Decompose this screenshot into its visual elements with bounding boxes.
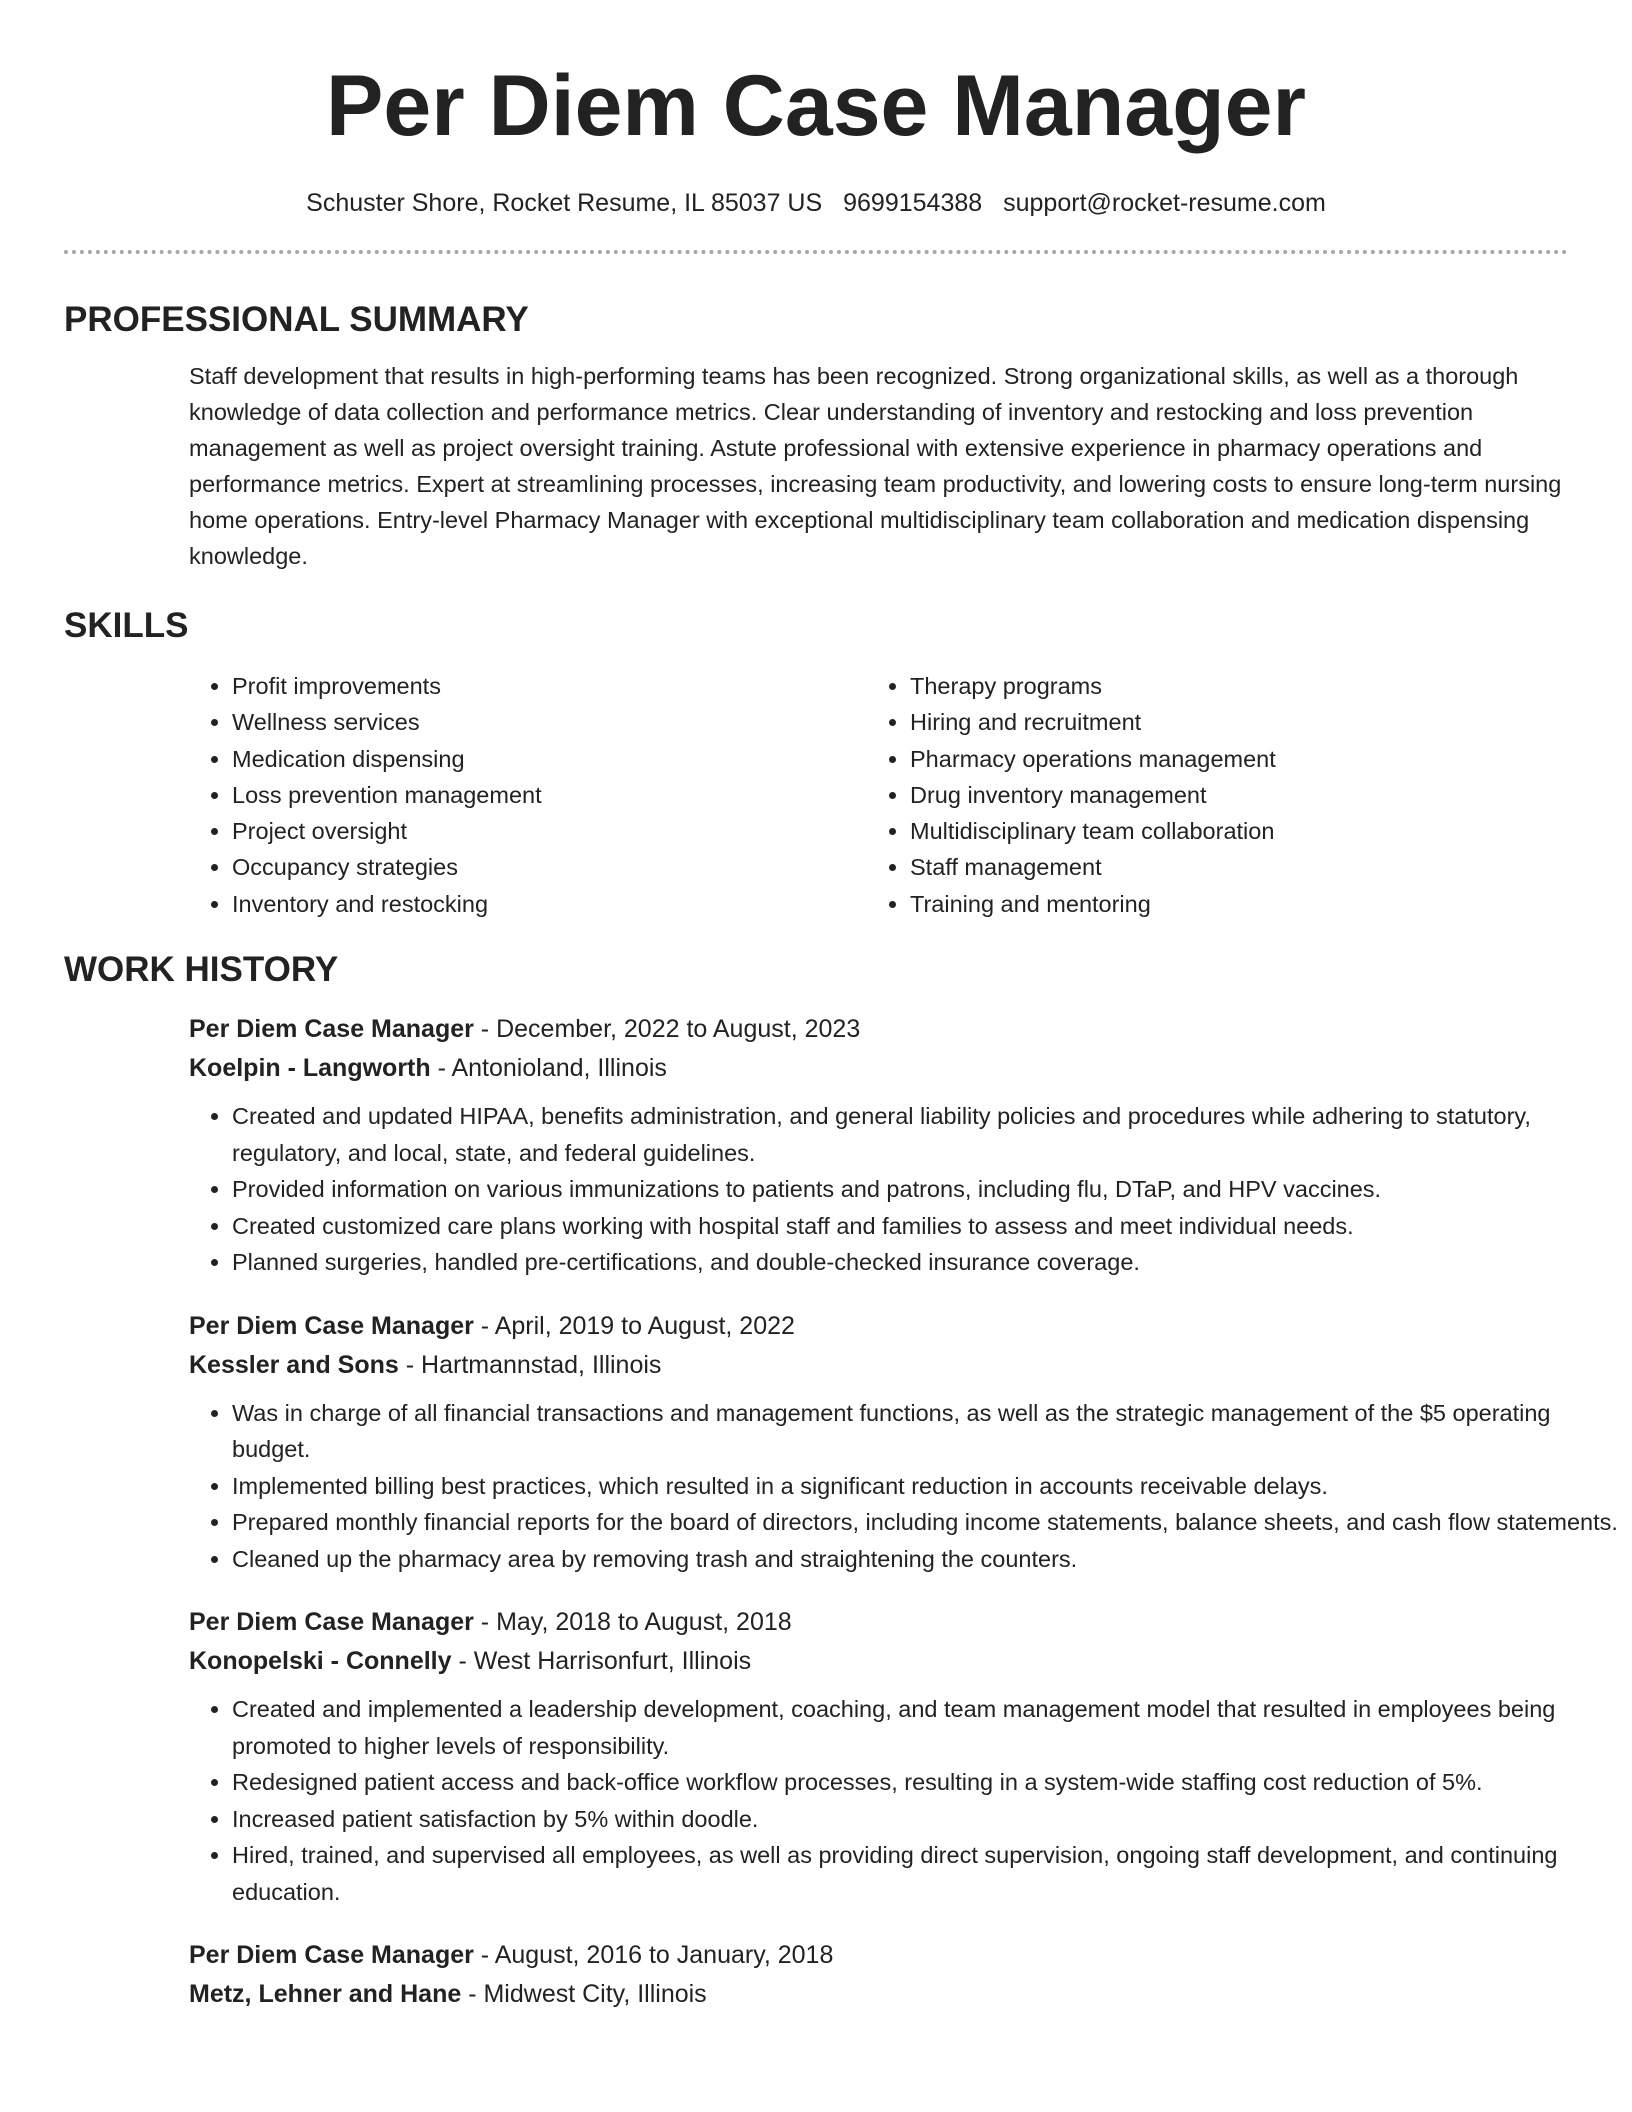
job-company-line bbox=[189, 1642, 1568, 1681]
job-title-line bbox=[189, 1936, 1568, 1975]
job-title: Per Diem Case Manager bbox=[189, 1608, 474, 1637]
skill-item: • Hiring and recruitment bbox=[910, 704, 1545, 740]
job-dates: - May, 2018 to August, 2018 bbox=[473, 1608, 792, 1637]
job-bullets bbox=[189, 1691, 1622, 1910]
job-company: Kessler and Sons bbox=[189, 1350, 399, 1379]
header-divider bbox=[64, 250, 1568, 254]
skill-item: • Pharmacy operations management bbox=[910, 741, 1545, 777]
job-bullet: • Created and updated HIPAA, benefits administration, and general liability policies and procedures while adhering to statutory, regulatory, and local, state, and federal guidelines. bbox=[232, 1098, 1622, 1171]
job-bullet: • Was in charge of all financial transactions and management functions, as well as the strategic management of the $5 operating budget. bbox=[232, 1395, 1622, 1468]
skill-item: • Wellness services bbox=[232, 704, 867, 740]
job-entry bbox=[189, 1936, 1568, 2014]
summary-section bbox=[64, 298, 1568, 574]
job-title: Per Diem Case Manager bbox=[189, 1941, 474, 1970]
job-bullet: • Created customized care plans working with hospital staff and families to assess and meet individual needs. bbox=[232, 1208, 1622, 1245]
contact-address: Schuster Shore, Rocket Resume, IL 85037 US bbox=[306, 189, 823, 217]
job-bullets bbox=[189, 1395, 1622, 1578]
job-location: - West Harrisonfurt, Illinois bbox=[451, 1647, 752, 1676]
job-bullets bbox=[189, 1098, 1622, 1281]
job-location: - Antonioland, Illinois bbox=[430, 1054, 667, 1083]
job-title-line bbox=[189, 1603, 1568, 1642]
job-company: Metz, Lehner and Hane bbox=[189, 1980, 462, 2009]
skills-column-right bbox=[867, 668, 1545, 922]
skill-item: • Staff management bbox=[910, 849, 1545, 885]
job-entry bbox=[189, 1603, 1568, 1910]
skill-item: • Training and mentoring bbox=[910, 886, 1545, 922]
job-bullet: • Cleaned up the pharmacy area by removing trash and straightening the counters. bbox=[232, 1541, 1622, 1578]
contact-phone: 9699154388 bbox=[843, 189, 983, 217]
job-bullet: • Planned surgeries, handled pre-certifications, and double-checked insurance coverage. bbox=[232, 1244, 1622, 1281]
skills-title: SKILLS bbox=[64, 606, 189, 645]
job-bullet: • Hired, trained, and supervised all employees, as well as providing direct supervision, ongoing staff development, and continuing education. bbox=[232, 1837, 1622, 1910]
job-bullet: • Implemented billing best practices, which resulted in a significant reduction in accounts receivable delays. bbox=[232, 1468, 1622, 1505]
skill-item: • Occupancy strategies bbox=[232, 849, 867, 885]
job-title-line bbox=[189, 1307, 1568, 1346]
work-history-section bbox=[64, 948, 1618, 2014]
job-title-line bbox=[189, 1010, 1568, 1049]
work-history-title: WORK HISTORY bbox=[64, 950, 339, 990]
job-title: Per Diem Case Manager bbox=[189, 1015, 474, 1044]
skill-item: • Inventory and restocking bbox=[232, 886, 867, 922]
job-bullet: • Prepared monthly financial reports for the board of directors, including income statements, balance sheets, and cash flow statements. bbox=[232, 1504, 1622, 1541]
job-company: Koelpin - Langworth bbox=[189, 1054, 431, 1083]
job-dates: - April, 2019 to August, 2022 bbox=[473, 1311, 795, 1340]
skill-item: • Profit improvements bbox=[232, 668, 867, 704]
job-entry bbox=[189, 1307, 1618, 1578]
job-company-line bbox=[189, 1049, 1568, 1088]
job-location: - Hartmannstad, Illinois bbox=[398, 1350, 662, 1379]
job-title: Per Diem Case Manager bbox=[189, 1311, 474, 1340]
skill-item: • Medication dispensing bbox=[232, 741, 867, 777]
skills-section bbox=[64, 604, 1568, 922]
skills-list bbox=[189, 668, 1568, 922]
summary-text: Staff development that results in high-performing teams has been recognized. Strong organizational skills, as well as a thorough knowledge of data collection and performance metrics. Clear understanding of inventory and restocking and loss prevention management as well as project oversight training. Astute professional with extensive experience in pharmacy operations and performance metrics. Expert at streamlining processes, increasing team productivity, and lowering costs to ensure long-term nursing home operations. Entry-level Pharmacy Manager with exceptional multidisciplinary team collaboration and medication dispensing knowledge. bbox=[189, 363, 1562, 569]
job-company-line bbox=[189, 1975, 1568, 2014]
resume-name: Per Diem Case Manager bbox=[326, 58, 1306, 154]
job-bullet: • Increased patient satisfaction by 5% within doodle. bbox=[232, 1801, 1622, 1838]
job-company-line bbox=[189, 1346, 1568, 1385]
job-company: Konopelski - Connelly bbox=[189, 1647, 452, 1676]
job-bullet: • Created and implemented a leadership development, coaching, and team management model that resulted in employees being promoted to higher levels of responsibility. bbox=[232, 1691, 1622, 1764]
summary-title: PROFESSIONAL SUMMARY bbox=[64, 300, 529, 339]
job-bullet: • Redesigned patient access and back-office workflow processes, resulting in a system-wide staffing cost reduction of 5%. bbox=[232, 1764, 1622, 1801]
skills-column-left bbox=[189, 668, 867, 922]
skill-item: • Therapy programs bbox=[910, 668, 1545, 704]
skill-item: • Loss prevention management bbox=[232, 777, 867, 813]
skill-item: • Multidisciplinary team collaboration bbox=[910, 813, 1545, 849]
job-bullet: • Provided information on various immunizations to patients and patrons, including flu, DTaP, and HPV vaccines. bbox=[232, 1171, 1622, 1208]
job-dates: - August, 2016 to January, 2018 bbox=[473, 1941, 834, 1970]
skill-item: • Drug inventory management bbox=[910, 777, 1545, 813]
skill-item: • Project oversight bbox=[232, 813, 867, 849]
job-entry bbox=[189, 1010, 1568, 1281]
job-dates: - December, 2022 to August, 2023 bbox=[473, 1015, 861, 1044]
contact-email: support@rocket-resume.com bbox=[1003, 189, 1326, 217]
contact-line bbox=[64, 186, 1568, 220]
job-location: - Midwest City, Illinois bbox=[461, 1980, 707, 2009]
